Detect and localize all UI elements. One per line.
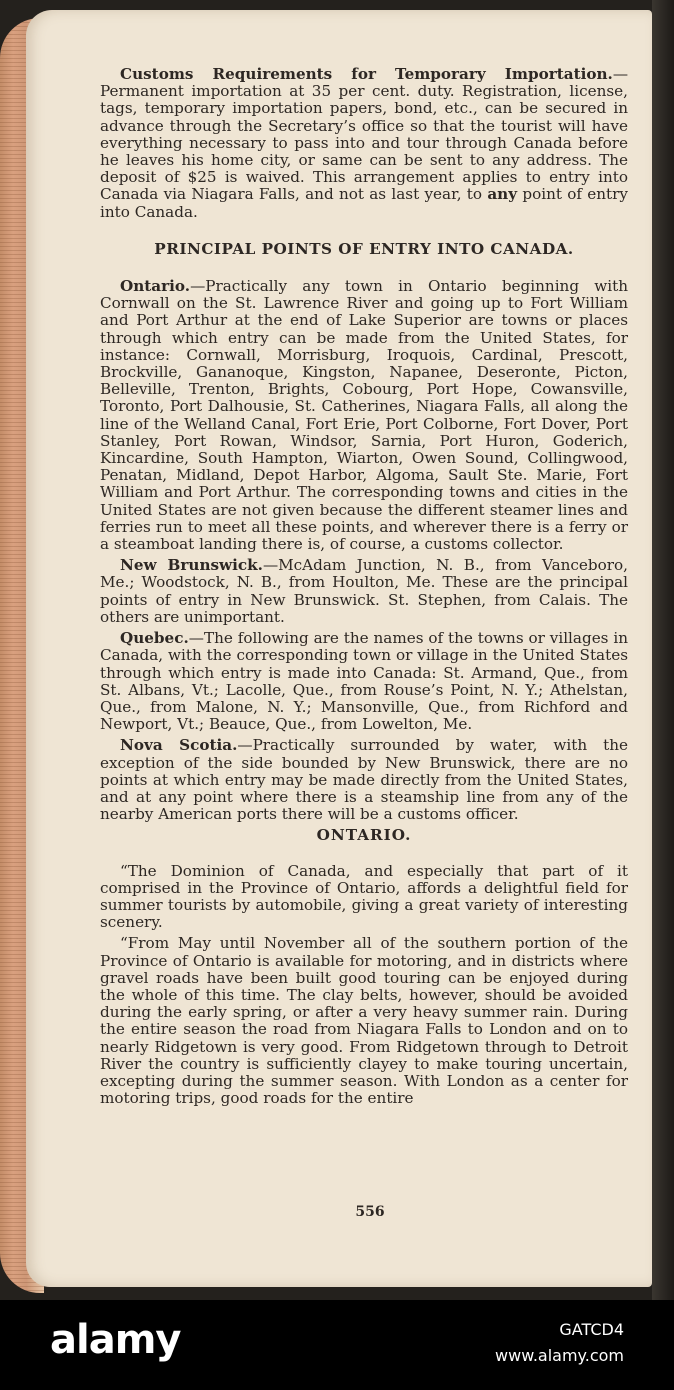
- new-brunswick-lead: New Brunswick.: [120, 556, 263, 575]
- ontario-paragraph: [100, 278, 628, 553]
- section-heading-ontario: ONTARIO.: [316, 826, 412, 845]
- quebec-body: —The following are the names of the towns or villages in Canada, with the corresponding town or village in the United States through which entry is made into Canada: St. Armand, Que., from St. Albans, Vt.; Lacolle, Que., from Rouse’s Point, N. Y.; Athelstan, Que., from Malone, N. Y.; Mansonville, Que., from Richford and Newport, Vt.; Beauce, Que., from Lowelton, Me.: [100, 629, 628, 734]
- page-number: 556: [355, 1204, 385, 1220]
- page-text: [100, 66, 628, 1107]
- nova-scotia-body: —Practically surrounded by water, with the exception of the side bounded by New Brunswick, there are no points at which entry may be made directly from the United States, and at any point where there is a steamship line from any of the nearby American ports there will be a customs officer.: [100, 736, 628, 824]
- quote-paragraph-2: “From May until November all of the southern portion of the Province of Ontario is available for motoring, and in districts where gravel roads have been built good touring can be enjoyed during the whole of this time. The clay belts, however, should be avoided during the early spring, or after a very heavy summer rain. During the entire season the road from Niagara Falls to London and on to nearly Ridgetown is very good. From Ridgetown through to Detroit River the country is sufficiently clayey to make touring uncertain, excepting during the summer season. With London as a center for motoring trips, good roads for the entire: [100, 934, 628, 1108]
- image-id: GATCD4: [559, 1320, 624, 1339]
- alamy-logo: alamy: [50, 1317, 181, 1363]
- quebec-lead: Quebec.: [120, 629, 189, 648]
- quote-paragraph-1: “The Dominion of Canada, and especially that part of it comprised in the Province of Ontario, affords a delightful field for summer tourists by automobile, giving a great variety of interesting scenery.: [100, 861, 628, 932]
- ontario-lead: Ontario.: [120, 277, 191, 296]
- nova-scotia-lead: Nova Scotia.: [120, 736, 238, 755]
- customs-paragraph: [100, 66, 628, 221]
- customs-emphasis: any: [487, 185, 518, 204]
- quebec-paragraph: [100, 630, 628, 733]
- site-url: www.alamy.com: [495, 1346, 624, 1365]
- customs-tail: point of entry into Canada.: [100, 185, 628, 221]
- nova-scotia-paragraph: [100, 737, 628, 823]
- book-spine: [652, 0, 674, 1300]
- customs-body: —Permanent importation at 35 per cent. duty. Registration, license, tags, temporary importation papers, bond, etc., can be secured in advance through the Secretary’s office so that the tourist will have everything necessary to pass into and tour through Canada before he leaves his home city, or same can be sent to any address. The deposit of $25 is waived. This arrangement applies to entry into Canada via Niagara Falls, and not as last year, to: [100, 65, 628, 204]
- new-brunswick-paragraph: [100, 557, 628, 626]
- ontario-body: —Practically any town in Ontario beginning with Cornwall on the St. Lawrence River and going up to Fort William and Port Arthur at the end of Lake Superior are towns or places through which entry can be made from the United States, for instance: Cornwall, Morrisburg, Iroquois, Cardinal, Prescott, Brockville, Gananoque, Kingston, Napanee, Deseronte, Picton, Belleville, Trenton, Brights, Cobourg, Port Hope, Cowansville, Toronto, Port Dalhousie, St. Catherines, Niagara Falls, all along the line of the Welland Canal, Fort Erie, Port Colborne, Fort Dover, Port Stanley, Port Rowan, Windsor, Sarnia, Port Huron, Goderich, Kincardine, South Hampton, Wiarton, Owen Sound, Collingwood, Penatan, Midland, Depot Harbor, Algoma, Sault Ste. Marie, Fort William and Port Arthur. The corresponding towns and cities in the United States are not given because the different steamer lines and ferries run to meet all these points, and wherever there is a ferry or a steamboat landing there is, of course, a customs collector.: [100, 277, 628, 554]
- new-brunswick-body: —McAdam Junction, N. B., from Vanceboro, Me.; Woodstock, N. B., from Houlton, Me. These are the principal points of entry in New Brunswick. St. Stephen, from Calais. The others are unimportant.: [100, 556, 628, 626]
- section-heading-entry-points: PRINCIPAL POINTS OF ENTRY INTO CANADA.: [154, 239, 574, 258]
- customs-lead: Customs Requirements for Temporary Importation.: [120, 65, 613, 83]
